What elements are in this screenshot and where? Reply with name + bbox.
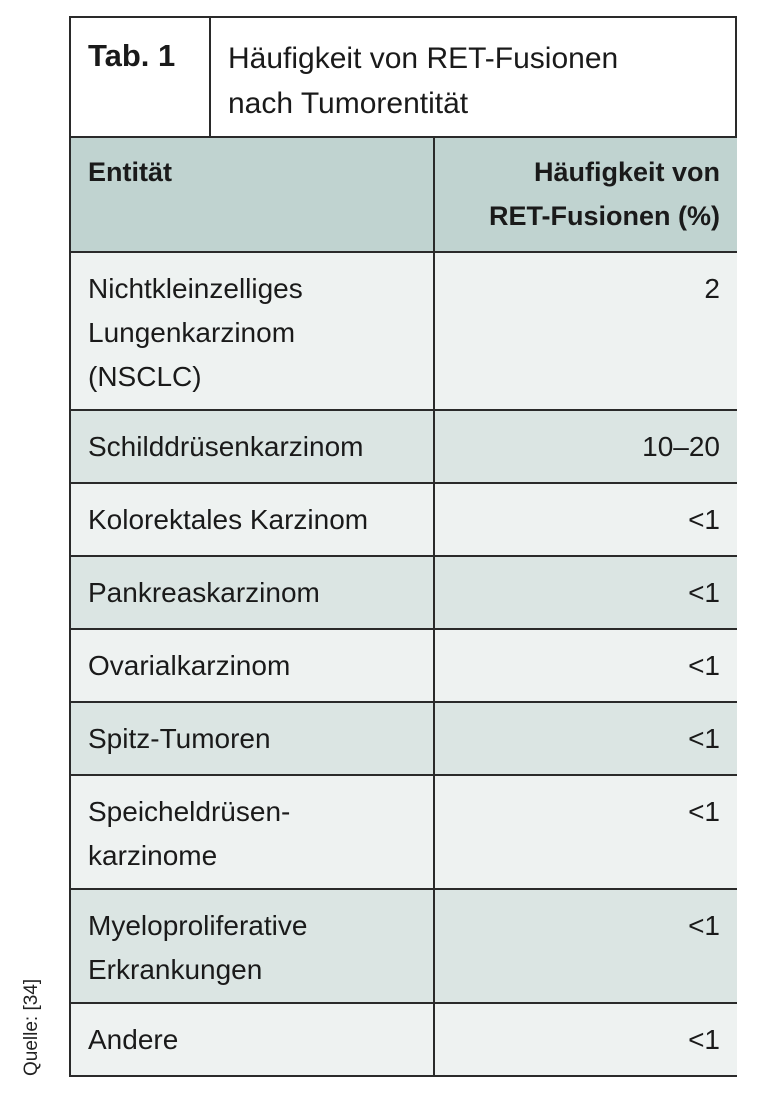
entity-text-line: Myeloproliferative	[88, 910, 308, 941]
frequency-cell: <1	[434, 556, 737, 629]
source-note: Quelle: [34]	[21, 978, 42, 1076]
entity-cell: Andere	[71, 1003, 434, 1075]
frequency-cell: <1	[434, 702, 737, 775]
entity-cell	[71, 252, 434, 410]
entity-text-line: Nichtkleinzelliges	[88, 273, 303, 304]
entity-cell: Kolorektales Karzinom	[71, 483, 434, 556]
table-row	[71, 629, 737, 702]
entity-cell: Spitz-Tumoren	[71, 702, 434, 775]
table-row	[71, 889, 737, 1003]
table-number: Tab. 1	[71, 18, 211, 136]
table-row	[71, 483, 737, 556]
column-header-frequency-line: RET-Fusionen (%)	[489, 201, 720, 231]
table-title-line: nach Tumorentität	[228, 87, 469, 120]
table-row	[71, 1003, 737, 1075]
table-row	[71, 775, 737, 889]
table-title-line: Häufigkeit von RET-Fusionen	[228, 42, 619, 75]
entity-cell: Ovarialkarzinom	[71, 629, 434, 702]
table-row	[71, 556, 737, 629]
column-header-entity: Entität	[71, 138, 434, 252]
frequency-table	[69, 16, 737, 1077]
frequency-cell: <1	[434, 889, 737, 1003]
column-header-frequency	[434, 138, 737, 252]
frequency-cell: <1	[434, 483, 737, 556]
data-table	[71, 138, 737, 1075]
table-row	[71, 702, 737, 775]
entity-text-line: (NSCLC)	[88, 361, 202, 392]
frequency-cell: <1	[434, 775, 737, 889]
frequency-cell: 10–20	[434, 410, 737, 483]
header-row	[71, 138, 737, 252]
table-caption	[71, 18, 735, 138]
entity-cell	[71, 775, 434, 889]
entity-text-line: Erkrankungen	[88, 954, 263, 985]
entity-text-line: Speicheldrüsen-	[88, 796, 291, 827]
frequency-cell: <1	[434, 1003, 737, 1075]
table-row	[71, 410, 737, 483]
entity-cell	[71, 889, 434, 1003]
entity-cell: Pankreaskarzinom	[71, 556, 434, 629]
frequency-cell: 2	[434, 252, 737, 410]
frequency-cell: <1	[434, 629, 737, 702]
table-title	[211, 18, 735, 136]
entity-text-line: karzinome	[88, 840, 218, 871]
column-header-frequency-line: Häufigkeit von	[533, 157, 720, 187]
entity-text-line: Lungenkarzinom	[88, 317, 296, 348]
entity-cell: Schilddrüsenkarzinom	[71, 410, 434, 483]
table-row	[71, 252, 737, 410]
